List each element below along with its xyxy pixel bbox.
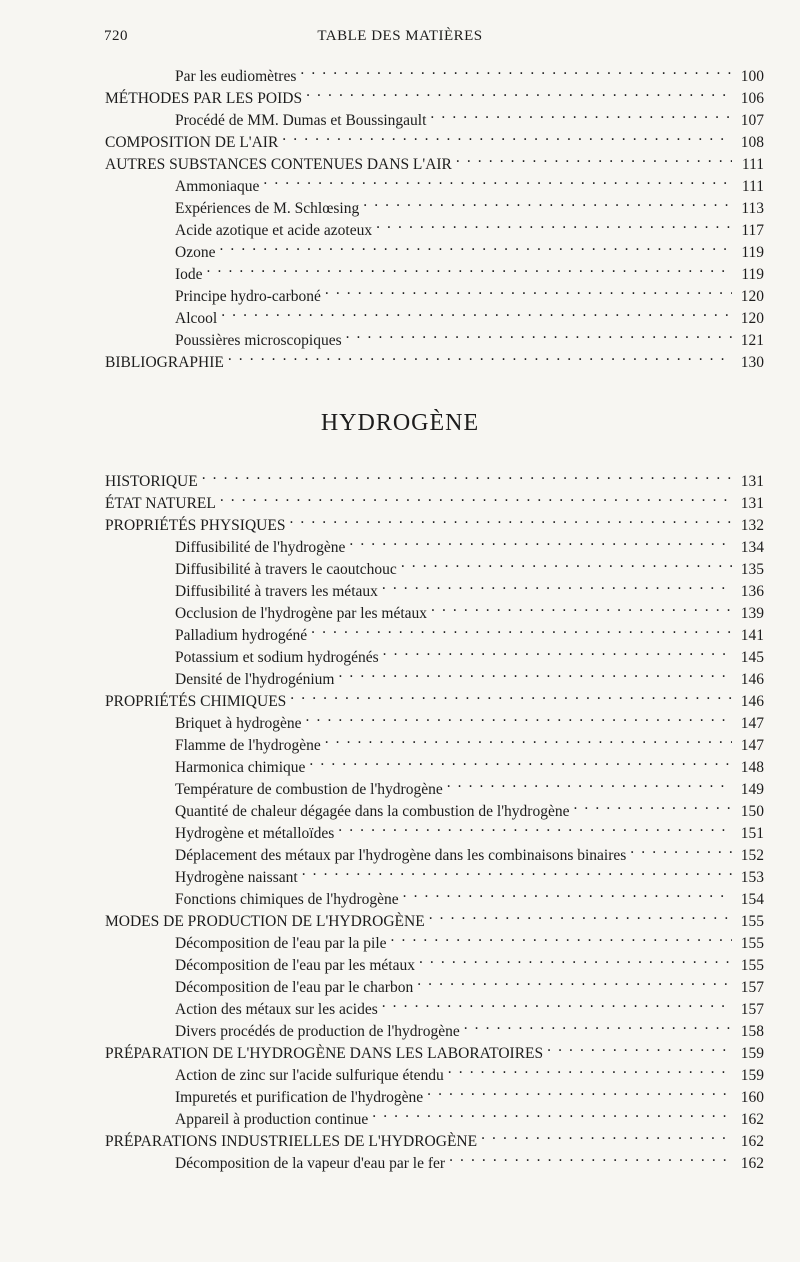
toc-entry-title: Quantité de chaleur dégagée dans la combustion de l'hydrogène [175,803,570,820]
dot-leader [456,147,732,169]
dot-leader [464,1014,732,1036]
dot-leader [372,1102,732,1124]
toc-entry-title: Principe hydro-carboné [175,288,321,305]
toc-entry-title: PROPRIÉTÉS CHIMIQUES [105,693,287,710]
toc-entry-page: 149 [740,781,764,798]
toc-entry-title: Harmonica chimique [175,759,306,776]
toc-entry-page: 159 [740,1045,764,1062]
toc-entry-page: 113 [741,200,764,217]
toc-entry-title: Par les eudiomètres [175,68,297,85]
dot-leader [419,948,732,970]
dot-leader [300,59,732,81]
toc-entry [175,1146,764,1172]
dot-leader [290,684,732,706]
toc-entry-title: Procédé de MM. Dumas et Boussingault [175,112,427,129]
toc-entry-title: Expériences de M. Schlœsing [175,200,360,217]
toc-entry [175,235,764,261]
toc-entry [175,257,764,283]
toc-entry [175,882,764,908]
dot-leader [202,464,732,486]
toc-entry-title: Appareil à production continue [175,1111,369,1128]
dot-leader [573,794,732,816]
toc-entry [175,970,764,996]
toc-entry [175,992,764,1018]
toc-entry-title: Déplacement des métaux par l'hydrogène dans les combinaisons binaires [175,847,627,864]
dot-leader [325,728,732,750]
toc-entry [175,1014,764,1040]
toc-entry-title: AUTRES SUBSTANCES CONTENUES DANS L'AIR [105,156,452,173]
toc-entry-title: Hydrogène et métalloïdes [175,825,335,842]
toc-entry [175,706,764,732]
dot-leader [219,235,732,257]
dot-leader [401,552,732,574]
toc-entry-title: Impuretés et purification de l'hydrogène [175,1089,424,1106]
toc-entry [175,1080,764,1106]
toc-entry-title: Densité de l'hydrogénium [175,671,335,688]
toc-entry-title: Diffusibilité de l'hydrogène [175,539,346,556]
toc-entry-page: 155 [740,957,764,974]
toc-entry-page: 152 [740,847,764,864]
toc-entry-page: 146 [740,693,764,710]
toc-entry-page: 134 [740,539,764,556]
toc-entry-title: Décomposition de l'eau par le charbon [175,979,414,996]
toc-entry-page: 139 [740,605,764,622]
toc-entry-page: 107 [740,112,764,129]
dot-leader [417,970,732,992]
toc-entry-page: 130 [740,354,764,371]
dot-leader [382,992,732,1014]
toc-entry [175,530,764,556]
dot-leader [630,838,732,860]
toc-entry-page: 154 [740,891,764,908]
toc-entry-page: 120 [740,310,764,327]
toc-entry [175,618,764,644]
toc-entry [175,640,764,666]
toc-entry [105,1036,764,1062]
dot-leader [282,125,732,147]
dot-leader [481,1124,732,1146]
toc-entry-title: Hydrogène naissant [175,869,298,886]
toc-entry-title: PRÉPARATIONS INDUSTRIELLES DE L'HYDROGÈNE [105,1133,478,1150]
toc-entry-page: 151 [740,825,764,842]
toc-entry-page: 141 [740,627,764,644]
toc-entry [175,794,764,820]
dot-leader [430,103,732,125]
dot-leader [263,169,732,191]
page-number: 720 [104,28,128,44]
toc-entry-page: 160 [740,1089,764,1106]
dot-leader [228,345,732,367]
toc-entry-title: BIBLIOGRAPHIE [105,354,224,371]
dot-leader [382,574,732,596]
toc-entry-title: Décomposition de la vapeur d'eau par le fer [175,1155,446,1172]
dot-leader [207,257,732,279]
toc-entry-title: Alcool [175,310,218,327]
toc-entry [175,301,764,327]
toc-entry-title: HISTORIQUE [105,473,198,490]
dot-leader [311,618,732,640]
toc-entry-title: Fonctions chimiques de l'hydrogène [175,891,399,908]
toc-entry-page: 119 [741,266,764,283]
dot-leader [427,1080,732,1102]
toc-entry [105,147,764,173]
toc-entry-page: 100 [740,68,764,85]
toc-entry-title: Iode [175,266,203,283]
toc-entry [105,464,764,490]
toc-entry-title: Occlusion de l'hydrogène par les métaux [175,605,428,622]
dot-leader [309,750,732,772]
toc-entry-page: 145 [740,649,764,666]
toc-entry-page: 135 [740,561,764,578]
dot-leader [447,772,732,794]
toc-entry [105,486,764,512]
toc-entry-page: 155 [740,935,764,952]
toc-entry-page: 155 [740,913,764,930]
toc-entry-page: 162 [740,1155,764,1172]
toc-entry-title: ÉTAT NATUREL [105,495,216,512]
toc-entry-page: 121 [740,332,764,349]
dot-leader [220,486,732,508]
running-title: TABLE DES MATIÈRES [317,28,483,44]
toc-entry-page: 146 [740,671,764,688]
toc-entry-page: 131 [740,473,764,490]
toc-entry [175,552,764,578]
toc-entry [175,926,764,952]
toc-entry-title: PRÉPARATION DE L'HYDROGÈNE DANS LES LABORATOIRES [105,1045,544,1062]
toc-entry-title: Palladium hydrogéné [175,627,308,644]
page-header [0,28,800,52]
toc-entry [175,750,764,776]
toc-entry-title: Action des métaux sur les acides [175,1001,378,1018]
toc-entry-page: 157 [740,979,764,996]
toc-entry-page: 108 [740,134,764,151]
toc-entry-page: 148 [740,759,764,776]
toc-entry [175,213,764,239]
toc-entry [175,279,764,305]
toc-entry [105,1124,764,1150]
dot-leader [302,860,732,882]
dot-leader [346,323,732,345]
dot-leader [448,1058,732,1080]
toc-entry [105,125,764,151]
toc-entry-title: Divers procédés de production de l'hydrogène [175,1023,460,1040]
toc-entry [105,508,764,534]
toc-entry-page: 111 [741,156,764,173]
toc-entry [175,662,764,688]
toc-entry [175,574,764,600]
dot-leader [383,640,732,662]
dot-leader [391,926,732,948]
toc-entry [175,838,764,864]
toc-entry [175,948,764,974]
toc-entry-title: PROPRIÉTÉS PHYSIQUES [105,517,286,534]
toc-entry-page: 162 [740,1133,764,1150]
toc-entry-page: 162 [740,1111,764,1128]
toc-entry-page: 119 [741,244,764,261]
dot-leader [376,213,732,235]
toc-entry-title: Action de zinc sur l'acide sulfurique étendu [175,1067,444,1084]
toc-entry [175,59,764,85]
dot-leader [338,816,732,838]
toc-entry-title: Poussières microscopiques [175,332,342,349]
toc-entry [105,904,764,930]
toc-entry-page: 106 [740,90,764,107]
toc-entry-title: Température de combustion de l'hydrogène [175,781,443,798]
dot-leader [338,662,732,684]
dot-leader [403,882,732,904]
toc-entry-page: 111 [741,178,764,195]
toc-entry-page: 117 [741,222,764,239]
toc-entry [175,191,764,217]
section-title: HYDROGÈNE [320,410,480,436]
toc-entry [175,816,764,842]
toc-entry-page: 147 [740,737,764,754]
toc-entry-title: Briquet à hydrogène [175,715,302,732]
toc-entry-title: Ammoniaque [175,178,260,195]
toc-entry-title: Flamme de l'hydrogène [175,737,321,754]
toc-entry-title: MODES DE PRODUCTION DE L'HYDROGÈNE [105,913,425,930]
toc-entry [105,345,764,371]
dot-leader [429,904,732,926]
dot-leader [306,81,732,103]
toc-entry-title: MÉTHODES PAR LES POIDS [105,90,303,107]
toc-entry-title: COMPOSITION DE L'AIR [105,134,279,151]
toc-entry-title: Décomposition de l'eau par les métaux [175,957,415,974]
toc-entry-title: Potassium et sodium hydrogénés [175,649,379,666]
dot-leader [363,191,732,213]
dot-leader [349,530,732,552]
toc-entry-page: 158 [740,1023,764,1040]
toc-entry-page: 147 [740,715,764,732]
toc-entry-page: 131 [740,495,764,512]
toc-entry [175,1102,764,1128]
toc-entry [175,728,764,754]
dot-leader [547,1036,732,1058]
toc-entry-page: 157 [740,1001,764,1018]
toc-entry-page: 159 [740,1067,764,1084]
toc-entry-page: 132 [740,517,764,534]
dot-leader [289,508,732,530]
toc-entry [175,596,764,622]
toc-entry-title: Diffusibilité à travers les métaux [175,583,378,600]
toc-entry-page: 153 [740,869,764,886]
toc-entry [105,684,764,710]
dot-leader [431,596,732,618]
dot-leader [221,301,732,323]
toc-entry [175,169,764,195]
toc-entry [175,772,764,798]
dot-leader [449,1146,732,1168]
toc-entry-title: Ozone [175,244,216,261]
dot-leader [306,706,732,728]
toc-entry-page: 120 [740,288,764,305]
toc-entry-title: Diffusibilité à travers le caoutchouc [175,561,397,578]
toc-entry [105,81,764,107]
toc-entry-page: 150 [740,803,764,820]
toc-entry [175,1058,764,1084]
dot-leader [325,279,732,301]
toc-entry-title: Acide azotique et acide azoteux [175,222,373,239]
toc-entry-page: 136 [740,583,764,600]
toc-entry-title: Décomposition de l'eau par la pile [175,935,387,952]
toc-entry [175,323,764,349]
toc-entry [175,860,764,886]
toc-entry [175,103,764,129]
